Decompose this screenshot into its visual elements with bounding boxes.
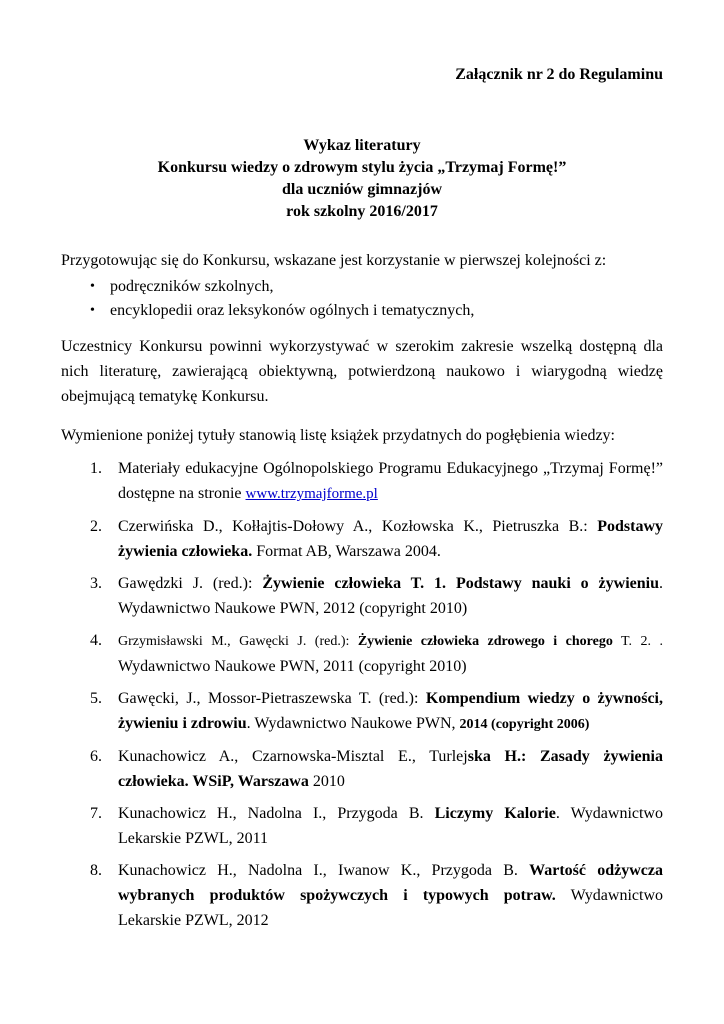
list-item-number: 7. [90,805,102,822]
list-intro-paragraph: Wymienione poniżej tytuły stanowią listę książek przydatnych do pogłębienia wiedzy: [61,427,615,444]
list-item-text [118,571,663,621]
list-item-text [118,744,663,794]
title-line-4: rok szkolny 2016/2017 [286,203,438,220]
text-segment: Wydawnictwo Lekarskie PZWL, 2012 [118,887,663,929]
list-item [61,456,663,507]
text-segment: Format AB, Warszawa 2004. [252,543,441,560]
list-item [61,628,663,679]
text-segment: Żywienie człowieka T. 1. Podstawy nauki o żywieniu [262,575,659,592]
list-item-number: 1. [90,460,102,477]
text-segment: Materiały edukacyjne Ogólnopolskiego Programu Edukacyjnego „Trzymaj Formę!” dostępne na stronie [118,460,663,502]
text-segment: Kunachowicz A., Czarnowska-Misztal E., Turlej [118,748,468,765]
annex-label: Załącznik nr 2 do Regulaminu [455,66,663,83]
text-segment: T. 2. . [612,634,663,649]
list-item-number: 3. [90,575,102,592]
bullet-item [61,299,663,323]
text-segment: 2014 (copyright 2006) [459,717,590,732]
text-segment: ska H.: Zasady żywienia człowieka. WSiP, Warszawa [118,748,663,790]
list-item-number: 6. [90,748,102,765]
list-item-line [118,628,663,654]
list-item-text [118,801,663,851]
text-segment: Grzymisławski M., Gawęcki J. (red.): [118,634,358,649]
list-item-line [118,654,663,679]
list-item-number: 2. [90,518,102,535]
text-segment: 2010 [308,773,345,790]
text-segment: Gawędzki J. (red.): [118,575,263,592]
list-item-number: 4. [90,632,102,649]
list-item-text [118,628,663,679]
bullet-text: encyklopedii oraz leksykonów ogólnych i tematycznych, [110,302,475,319]
list-item [61,514,663,564]
text-segment: Podstawy żywienia człowieka. [118,518,663,560]
list-item-text [118,686,663,737]
text-segment: Wydawnictwo Naukowe PWN, 2011 (copyright 2010) [118,658,467,675]
bullet-marker-icon: • [90,279,95,294]
text-segment: Wartość odżywcza wybranych produktów spożywczych i typowych potraw. [118,862,663,904]
text-segment: Żywienie człowieka zdrowego i chorego [357,634,613,649]
text-segment: Kunachowicz H., Nadolna I., Iwanow K., Przygoda B. [118,862,530,879]
scope-paragraph: Uczestnicy Konkursu powinni wykorzystywać w szerokim zakresie wszelką dostępną dla nich literaturę, zawierającą obiektywną, potwierdzoną naukowo i wiarygodną wiedzę obejmującą tematykę Konkursu. [61,338,663,405]
bullet-list [61,275,663,323]
text-segment: . Wydawnictwo Naukowe PWN, [246,715,460,732]
list-item [61,858,663,933]
list-item-text [118,514,663,564]
literature-list [61,456,663,933]
bullet-marker-icon: • [90,303,95,318]
title-line-1: Wykaz literatury [303,137,421,154]
text-segment: Liczymy Kalorie [434,805,556,822]
list-item-text [118,456,663,507]
list-item [61,686,663,737]
intro-paragraph: Przygotowując się do Konkursu, wskazane jest korzystanie w pierwszej kolejności z: [61,252,607,269]
text-segment: Kunachowicz H., Nadolna I., Przygoda B. [118,805,435,822]
list-item-number: 8. [90,862,102,879]
text-segment: Gawęcki, J., Mossor-Pietraszewska T. (red.): [118,690,426,707]
list-item-text [118,858,663,933]
title-line-3: dla uczniów gimnazjów [282,181,442,198]
text-segment: . Wydawnictwo Naukowe PWN, 2012 (copyright 2010) [118,575,663,617]
list-item-number: 5. [90,690,102,707]
text-segment: Czerwińska D., Kołłajtis-Dołowy A., Kozłowska K., Pietruszka B.: [118,518,598,535]
title-line-2: Konkursu wiedzy o zdrowym stylu życia „Trzymaj Formę!” [157,159,567,176]
title-block [61,135,663,223]
text-segment: . Wydawnictwo Lekarskie PZWL, 2011 [118,805,663,847]
list-item [61,571,663,621]
bullet-text: podręczników szkolnych, [110,278,274,295]
list-item [61,801,663,851]
trzymajforme-link[interactable]: www.trzymajforme.pl [245,486,378,502]
list-item [61,744,663,794]
bullet-item [61,275,663,299]
text-segment: Kompendium wiedzy o żywności, żywieniu i zdrowiu [118,690,664,732]
